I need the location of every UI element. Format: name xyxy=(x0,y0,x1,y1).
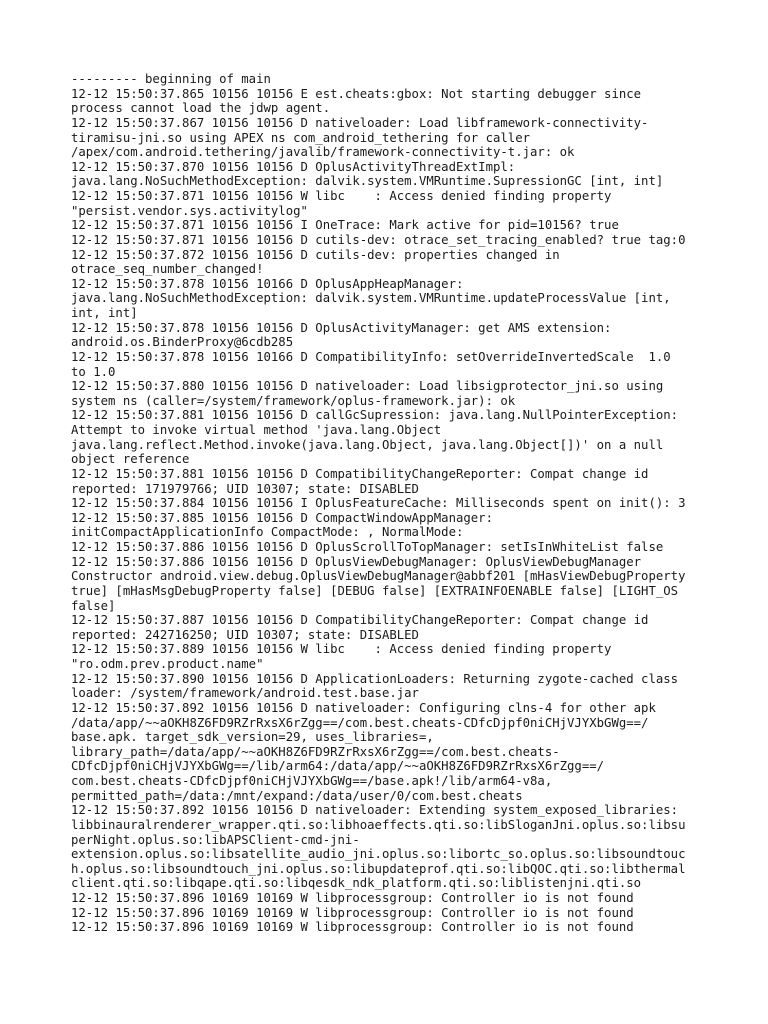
log-line: otrace_seq_number_changed! xyxy=(71,262,264,277)
log-line: /apex/com.android.tethering/javalib/framework-connectivity-t.jar: ok xyxy=(71,145,575,160)
log-line: 12-12 15:50:37.885 10156 10156 D CompactWindowAppManager: xyxy=(71,510,493,525)
log-line: reported: 171979766; UID 10307; state: DISABLED xyxy=(71,481,419,496)
log-line: --------- beginning of main xyxy=(71,72,271,86)
log-line: 12-12 15:50:37.871 10156 10156 W libc : Access denied finding property xyxy=(71,189,612,203)
log-line: libbinauralrenderer_wrapper.qti.so:libhoaeffects.qti.so:libSloganJni.oplus.so:libsu xyxy=(71,817,686,832)
log-line: 12-12 15:50:37.878 10156 10156 D OplusActivityManager: get AMS extension: xyxy=(71,320,612,335)
log-line: 12-12 15:50:37.886 10156 10156 D OplusViewDebugManager: OplusViewDebugManager xyxy=(71,554,642,569)
log-line: 12-12 15:50:37.896 10169 10169 W libprocessgroup: Controller io is not found xyxy=(71,891,634,905)
log-line: java.lang.NoSuchMethodException: dalvik.system.VMRuntime.updateProcessValue [int, xyxy=(71,291,671,306)
log-line: client.qti.so:libqape.qti.so:libqesdk_ndk_platform.qti.so:liblistenjni.qti.so xyxy=(71,876,642,891)
log-line: to 1.0 xyxy=(71,364,116,379)
log-line: 12-12 15:50:37.884 10156 10156 I OplusFeatureCache: Milliseconds spent on init(): 3 xyxy=(71,496,686,511)
log-line: com.best.cheats-CDfcDjpf0niCHjVJYXbGWg==/base.apk!/lib/arm64-v8a, xyxy=(71,774,553,788)
log-line: 12-12 15:50:37.889 10156 10156 W libc : Access denied finding property xyxy=(71,642,612,657)
log-line: reported: 242716250; UID 10307; state: DISABLED xyxy=(71,627,419,642)
log-line: 12-12 15:50:37.896 10169 10169 W libprocessgroup: Controller io is not found xyxy=(71,905,634,920)
log-line: 12-12 15:50:37.890 10156 10156 D ApplicationLoaders: Returning zygote-cached class xyxy=(71,671,679,686)
log-line: 12-12 15:50:37.870 10156 10156 D OplusActivityThreadExtImpl: xyxy=(71,159,516,174)
log-line: perNight.oplus.so:libAPSClient-cmd-jni- xyxy=(71,832,360,847)
log-line: 12-12 15:50:37.867 10156 10156 D nativeloader: Load libframework-connectivity- xyxy=(71,115,649,130)
log-line: 12-12 15:50:37.865 10156 10156 E est.cheats:gbox: Not starting debugger since xyxy=(71,86,642,101)
log-line: 12-12 15:50:37.892 10156 10156 D nativeloader: Configuring clns-4 for other apk xyxy=(71,700,656,715)
log-line: 12-12 15:50:37.872 10156 10156 D cutils-dev: properties changed in xyxy=(71,247,560,262)
log-line: library_path=/data/app/~~aOKH8Z6FD9RZrRxsX6rZgg==/com.best.cheats- xyxy=(71,744,560,759)
log-line: extension.oplus.so:libsatellite_audio_jni.oplus.so:libortc_so.oplus.so:libsoundtouc xyxy=(71,847,686,862)
log-line: 12-12 15:50:37.896 10169 10169 W libprocessgroup: Controller io is not found xyxy=(71,920,634,935)
log-line: 12-12 15:50:37.881 10156 10156 D CompatibilityChangeReporter: Compat change id xyxy=(71,466,649,481)
log-line: "persist.vendor.sys.activitylog" xyxy=(71,203,308,218)
log-line: int, int] xyxy=(71,306,138,320)
log-line: 12-12 15:50:37.881 10156 10156 D callGcSupression: java.lang.NullPointerException: xyxy=(71,408,679,423)
log-line: CDfcDjpf0niCHjVJYXbGWg==/lib/arm64:/data/app/~~aOKH8Z6FD9RZrRxsX6rZgg==/ xyxy=(71,759,605,774)
log-line: process cannot load the jdwp agent. xyxy=(71,101,331,116)
log-line: 12-12 15:50:37.871 10156 10156 I OneTrace: Mark active for pid=10156? true xyxy=(71,218,619,233)
log-line: 12-12 15:50:37.892 10156 10156 D nativeloader: Extending system_exposed_libraries: xyxy=(71,803,679,818)
log-line: java.lang.NoSuchMethodException: dalvik.system.VMRuntime.SupressionGC [int, int] xyxy=(71,174,664,189)
log-line: 12-12 15:50:37.880 10156 10156 D nativeloader: Load libsigprotector_jni.so using xyxy=(71,379,664,394)
log-line: /data/app/~~aOKH8Z6FD9RZrRxsX6rZgg==/com.best.cheats-CDfcDjpf0niCHjVJYXbGWg==/ xyxy=(71,715,649,730)
log-line: system ns (caller=/system/framework/oplus-framework.jar): ok xyxy=(71,393,516,408)
log-text-block xyxy=(71,72,711,935)
log-line: permitted_path=/data:/mnt/expand:/data/user/0/com.best.cheats xyxy=(71,788,523,803)
log-line: true] [mHasMsgDebugProperty false] [DEBUG false] [EXTRAINFOENABLE false] [LIGHT_OS xyxy=(71,583,679,598)
log-line: android.os.BinderProxy@6cdb285 xyxy=(71,335,294,350)
log-line: 12-12 15:50:37.878 10156 10166 D OplusAppHeapManager: xyxy=(71,276,464,291)
log-line: 12-12 15:50:37.878 10156 10166 D CompatibilityInfo: setOverrideInvertedScale 1.0 xyxy=(71,349,671,364)
log-line: loader: /system/framework/android.test.base.jar xyxy=(71,686,419,701)
log-line: 12-12 15:50:37.887 10156 10156 D CompatibilityChangeReporter: Compat change id xyxy=(71,613,649,628)
log-line: java.lang.reflect.Method.invoke(java.lang.Object, java.lang.Object[])' on a null xyxy=(71,437,664,452)
log-line: initCompactApplicationInfo CompactMode: , NormalMode: xyxy=(71,525,464,540)
log-line: false] xyxy=(71,598,116,613)
log-line: object reference xyxy=(71,452,190,467)
log-line: "ro.odm.prev.product.name" xyxy=(71,657,264,671)
log-line: Constructor android.view.debug.OplusViewDebugManager@abbf201 [mHasViewDebugProperty xyxy=(71,569,686,584)
log-line: tiramisu-jni.so using APEX ns com_android_tethering for caller xyxy=(71,130,531,145)
log-line: 12-12 15:50:37.886 10156 10156 D OplusScrollToTopManager: setIsInWhiteList false xyxy=(71,540,664,554)
log-line: 12-12 15:50:37.871 10156 10156 D cutils-dev: otrace_set_tracing_enabled? true tag:0 xyxy=(71,232,686,247)
log-line: Attempt to invoke virtual method 'java.lang.Object xyxy=(71,423,442,437)
log-line: h.oplus.so:libsoundtouch_jni.oplus.so:libupdateprof.qti.so:libQOC.qti.so:libthermal xyxy=(71,861,686,876)
log-line: base.apk. target_sdk_version=29, uses_libraries=, xyxy=(71,730,434,745)
